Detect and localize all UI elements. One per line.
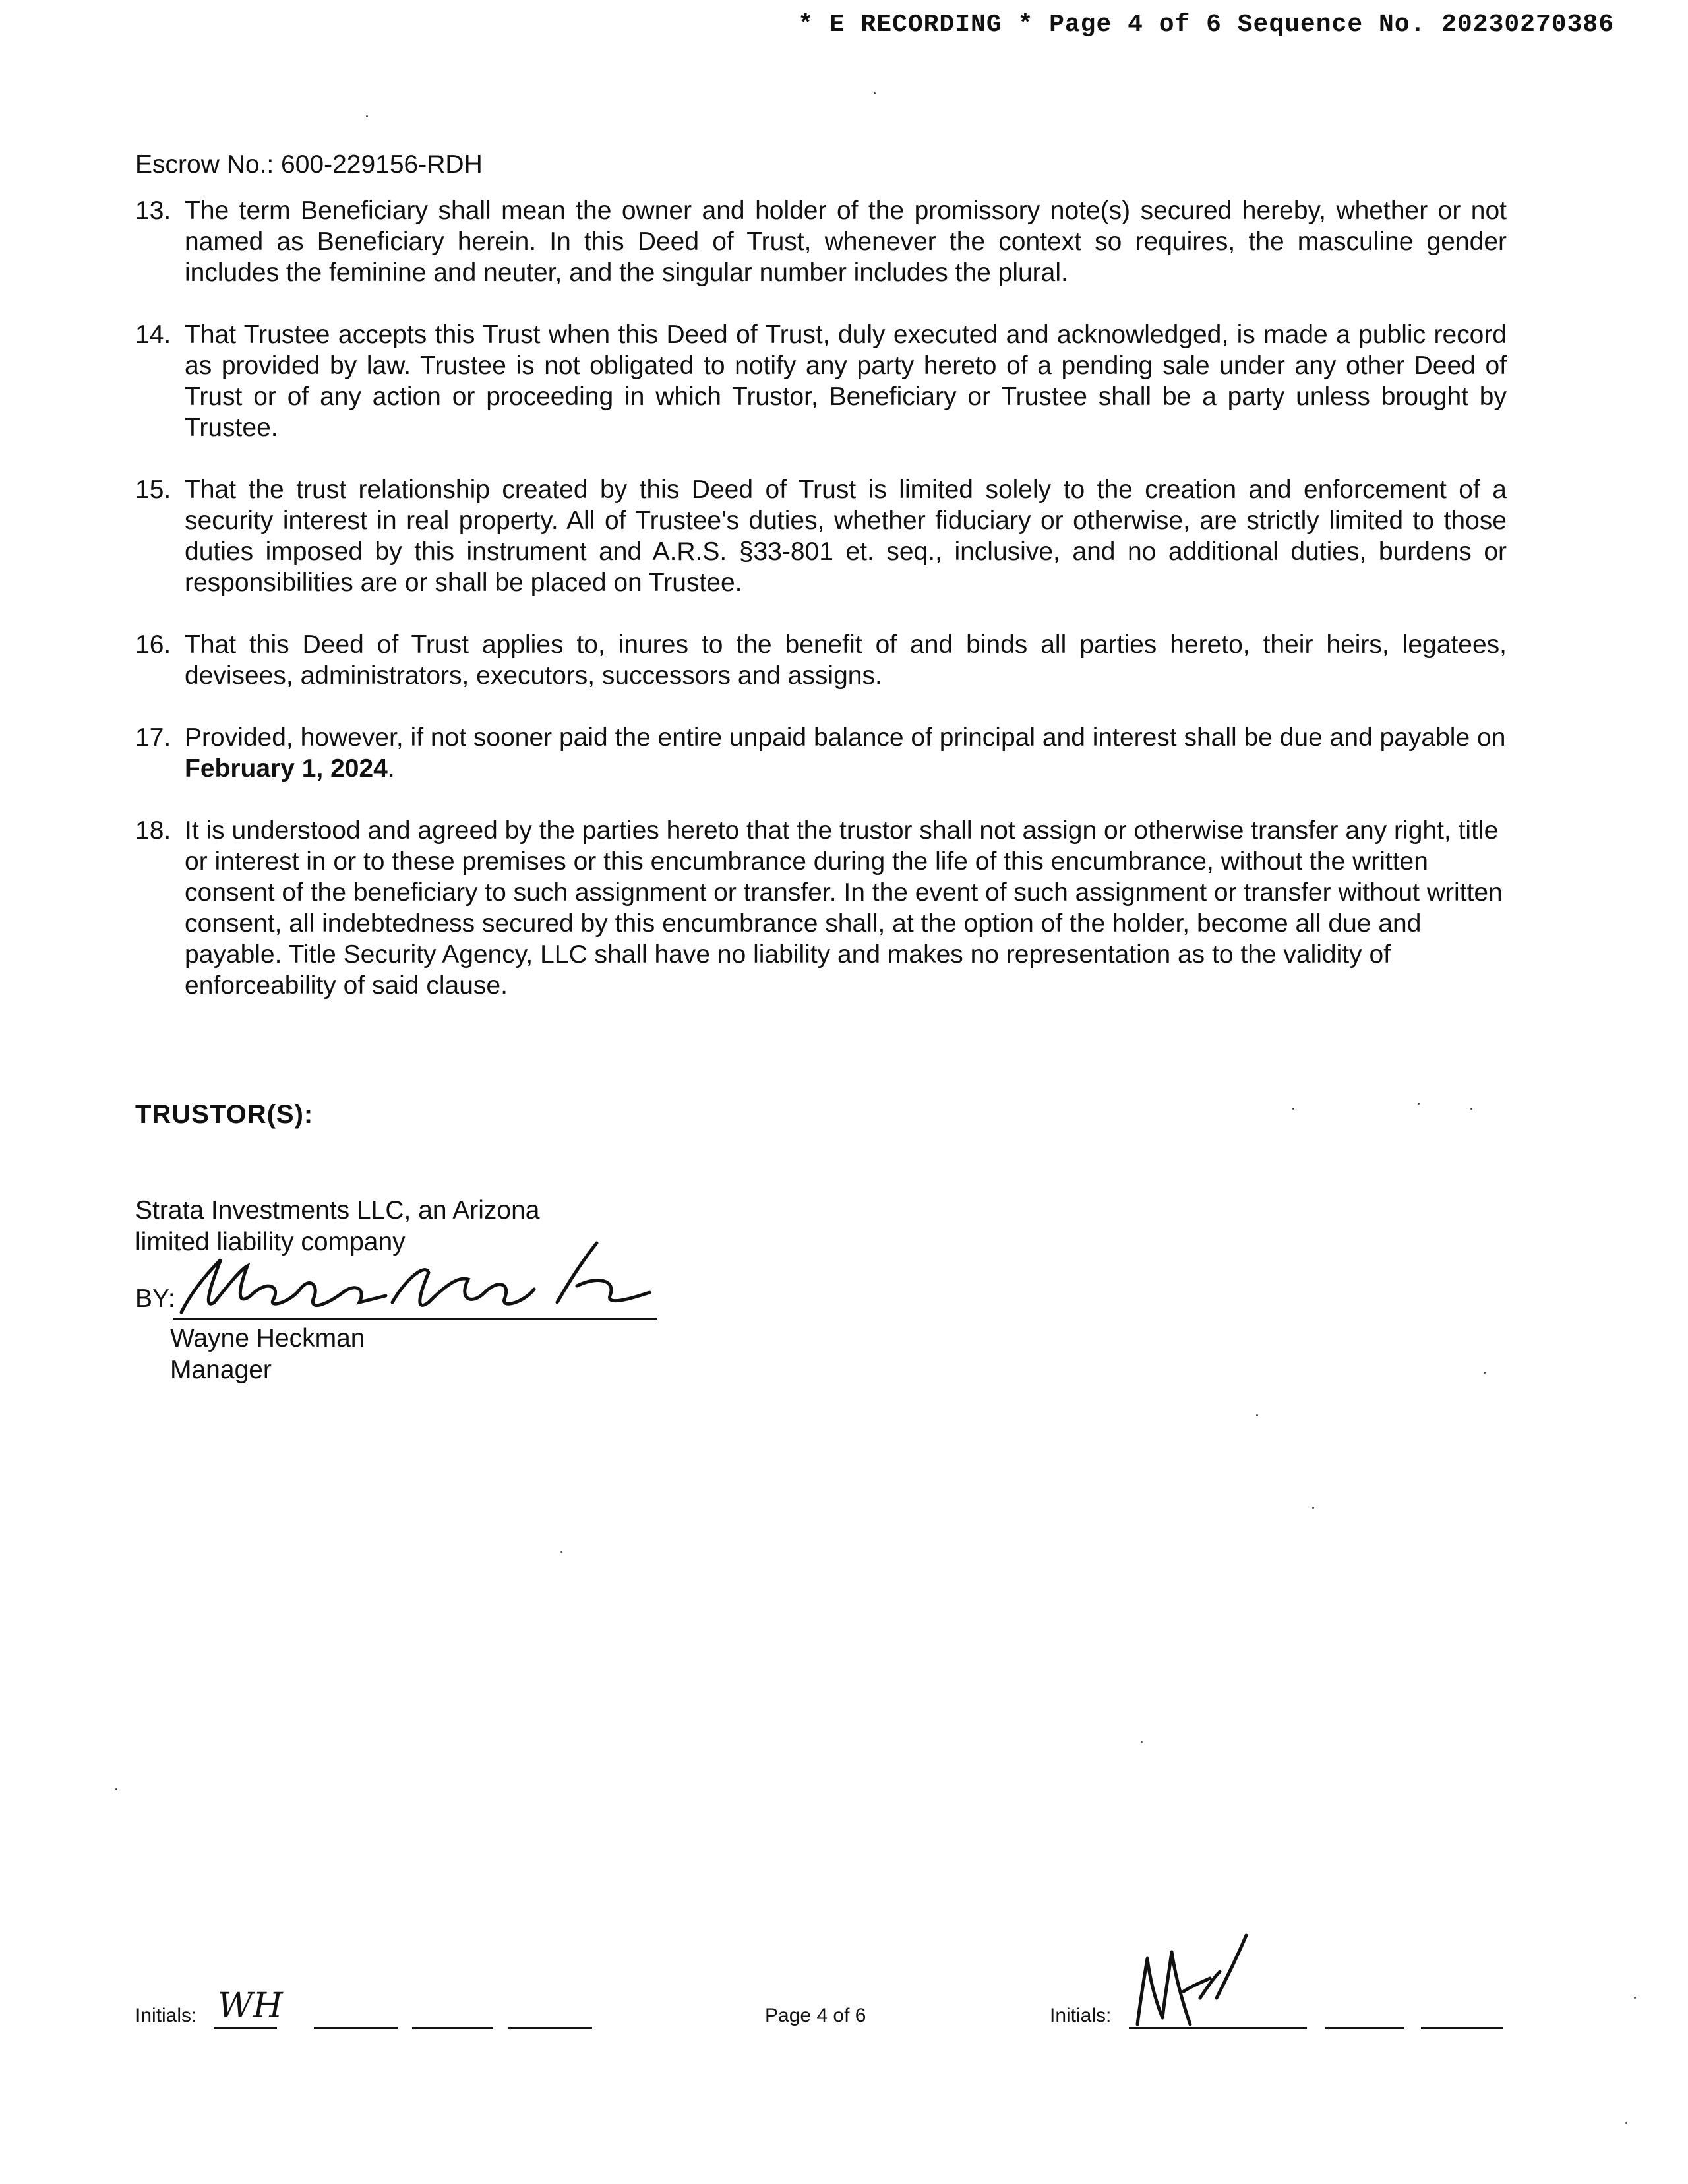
- signer-title: Manager: [170, 1356, 272, 1384]
- clauses-section: [135, 195, 1507, 1032]
- clause-text: That this Deed of Trust applies to, inures to the benefit of and binds all parties hereto, their heirs, legatees, devisees, administrators, executors, successors and assigns.: [185, 630, 1507, 690]
- scan-speck: [1634, 1997, 1636, 1999]
- clause-number: 14.: [135, 320, 171, 349]
- page-number: Page 4 of 6: [765, 2005, 866, 2026]
- signature-icon: [168, 1240, 669, 1332]
- initials-value-left: WH: [218, 1986, 283, 2026]
- initials-blank: [214, 2027, 277, 2029]
- clause-text-after: .: [387, 754, 395, 783]
- trustor-heading: TRUSTOR(S):: [135, 1100, 314, 1129]
- initials-label-right: Initials:: [1050, 2005, 1112, 2026]
- initials-blank: [1421, 2027, 1503, 2029]
- initials-blank: [1129, 2027, 1307, 2029]
- clause-text: The term Beneficiary shall mean the owner and holder of the promissory note(s) secured hereby, whether or not named as Beneficiary herein. In this Deed of Trust, whenever the context so requires, the masculine gender includes the feminine and neuter, and the singular number includes the plural.: [185, 197, 1507, 287]
- scan-speck: [115, 1788, 117, 1790]
- clause-number: 16.: [135, 630, 171, 659]
- initials-signature-icon: [1131, 1932, 1250, 2031]
- scan-speck: [1312, 1507, 1314, 1509]
- scan-speck: [1256, 1414, 1258, 1416]
- clause-text: That the trust relationship created by this Deed of Trust is limited solely to the creation and enforcement of a security interest in real property. All of Trustee's duties, whether fiduciary or otherwise, are strictly limited to those duties imposed by this instrument and A.R.S. §33-801 et. seq., inclusive, and no additional duties, burdens or responsibilities are or shall be placed on Trustee.: [185, 475, 1507, 597]
- scan-speck: [1470, 1108, 1472, 1110]
- initials-blank: [508, 2027, 592, 2029]
- company-line-2: limited liability company: [135, 1228, 406, 1256]
- clause-16: [135, 629, 1507, 691]
- scan-speck: [1625, 2122, 1627, 2124]
- clause-text: [185, 722, 1507, 784]
- clause-14: [135, 319, 1507, 443]
- scan-speck: [874, 92, 876, 94]
- clause-17: [135, 722, 1507, 784]
- clause-text-before: Provided, however, if not sooner paid the entire unpaid balance of principal and interest shall be due and payable on: [185, 723, 1506, 752]
- clause-number: 17.: [135, 723, 171, 752]
- scan-speck: [560, 1551, 562, 1553]
- initials-label-left: Initials:: [135, 2005, 197, 2026]
- due-date: February 1, 2024: [185, 754, 388, 783]
- clause-text: It is understood and agreed by the parties hereto that the trustor shall not assign or otherwise transfer any right, title or interest in or to these premises or this encumbrance during the life of this encumbrance, without the written consent of the beneficiary to such assignment or transfer. In the event of such assignment or transfer without written consent, all indebtedness secured by this encumbrance shall, at the option of the holder, become all due and payable. Title Security Agency, LLC shall have no liability and makes no representation as to the validity of enforceability of said clause.: [185, 816, 1503, 1000]
- scan-speck: [1418, 1103, 1420, 1105]
- initials-blank: [314, 2027, 398, 2029]
- escrow-number: Escrow No.: 600-229156-RDH: [135, 150, 483, 179]
- initials-blank: [412, 2027, 493, 2029]
- clause-18: [135, 815, 1507, 1001]
- scan-speck: [1292, 1108, 1294, 1110]
- clause-number: 15.: [135, 475, 171, 504]
- scan-speck: [366, 115, 368, 117]
- signer-block: [170, 1323, 365, 1386]
- scan-speck: [1141, 1741, 1143, 1743]
- recording-stamp: * E RECORDING * Page 4 of 6 Sequence No. 20230270386: [798, 11, 1614, 39]
- scan-speck: [1484, 1372, 1486, 1374]
- clause-13: [135, 195, 1507, 288]
- company-line-1: Strata Investments LLC, an Arizona: [135, 1196, 540, 1225]
- initials-blank: [1325, 2027, 1404, 2029]
- signer-name: Wayne Heckman: [170, 1324, 365, 1352]
- clause-number: 18.: [135, 816, 171, 845]
- clause-text: That Trustee accepts this Trust when this Deed of Trust, duly executed and acknowledged, is made a public record as provided by law. Trustee is not obligated to notify any party hereto of a pending sale under any other Deed of Trust or of any action or proceeding in which Trustor, Beneficiary or Trustee shall be a party unless brought by Trustee.: [185, 320, 1507, 442]
- clause-15: [135, 474, 1507, 598]
- by-label: BY:: [135, 1285, 175, 1313]
- clause-number: 13.: [135, 197, 171, 225]
